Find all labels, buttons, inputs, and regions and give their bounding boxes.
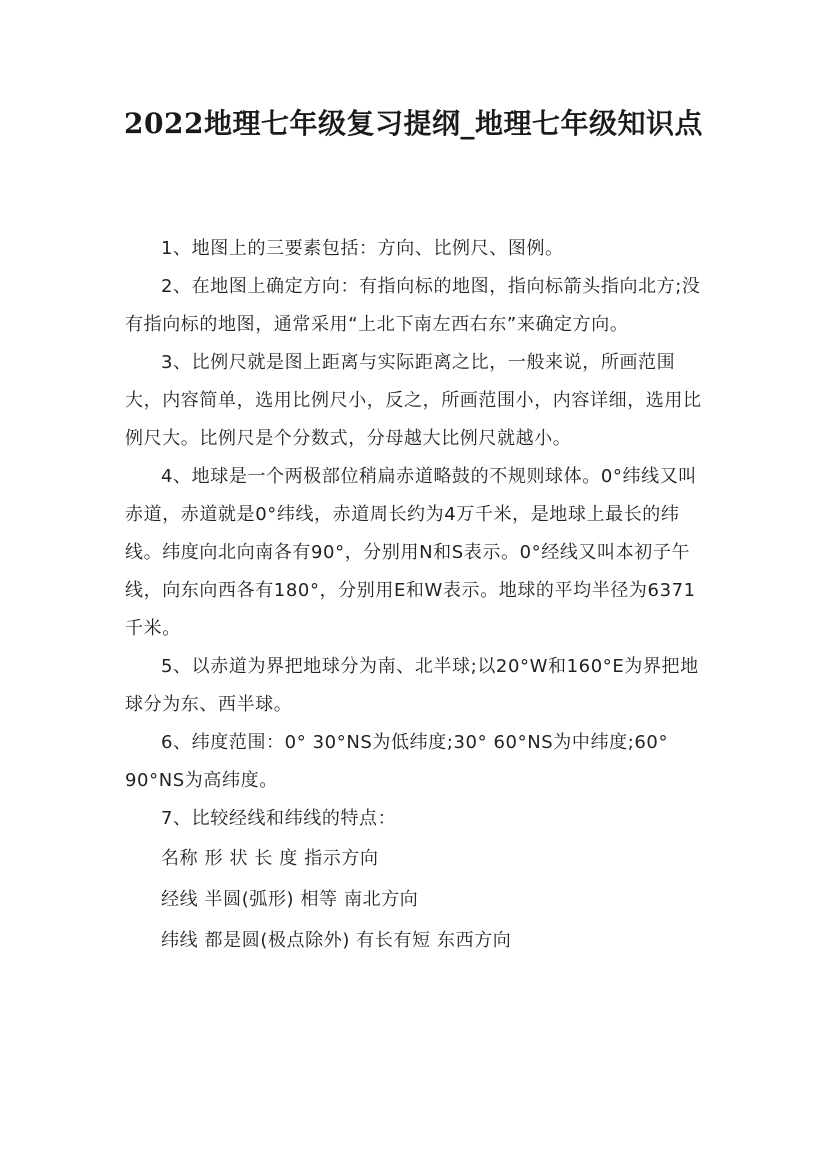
table-row-meridian: 经线 半圆(弧形) 相等 南北方向 [161, 889, 419, 910]
document-body [125, 230, 707, 961]
paragraph-4: 4、地球是一个两极部位稍扁赤道略鼓的不规则球体。0°纬线又叫赤道，赤道就是0°纬线，赤道周长约为4万千米，是地球上最长的纬线。纬度向北向南各有90°，分别用N和S表示。0°经线又叫本初子午线，向东向西各有180°，分别用E和W表示。地球的平均半径为6371千米。 [125, 466, 697, 639]
paragraph-3: 3、比例尺就是图上距离与实际距离之比，一般来说，所画范围大，内容简单，选用比例尺小，反之，所画范围小，内容详细，选用比例尺大。比例尺是个分数式，分母越大比例尺就越小。 [125, 352, 702, 449]
table-header-line: 名称 形 状 长 度 指示方向 [161, 848, 379, 869]
paragraph-7: 7、比较经线和纬线的特点： [161, 808, 397, 829]
paragraph-5: 5、以赤道为界把地球分为南、北半球;以20°W和160°E为界把地球分为东、西半球。 [125, 656, 699, 715]
paragraph-1: 1、地图上的三要素包括：方向、比例尺、图例。 [161, 238, 564, 259]
paragraph-2: 2、在地图上确定方向：有指向标的地图，指向标箭头指向北方;没有指向标的地图，通常采用“上北下南左西右东”来确定方向。 [125, 276, 701, 335]
paragraph-6: 6、纬度范围：0° 30°NS为低纬度;30° 60°NS为中纬度;60° 90°NS为高纬度。 [125, 732, 669, 791]
document-title: 2022地理七年级复习提纲_地理七年级知识点 [124, 107, 703, 140]
table-row-parallel: 纬线 都是圆(极点除外) 有长有短 东西方向 [161, 930, 512, 951]
